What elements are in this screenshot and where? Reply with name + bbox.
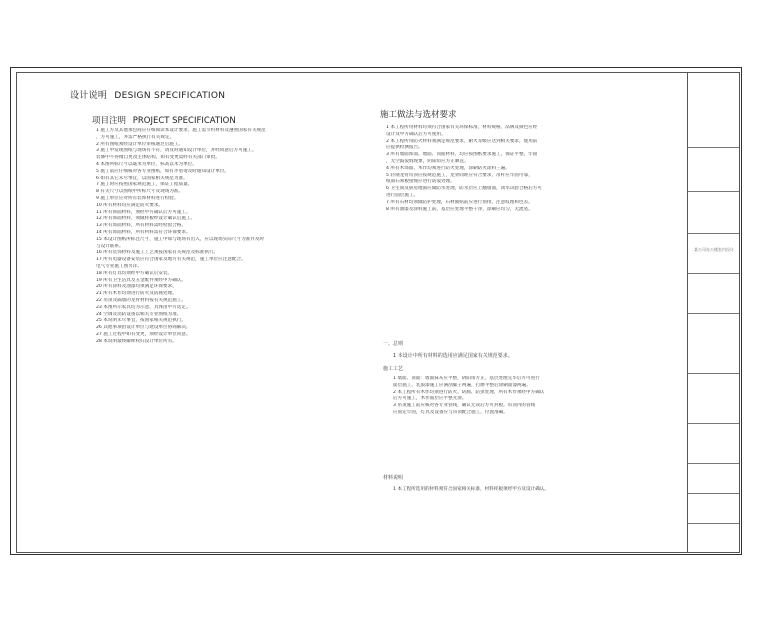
project-spec-item: 16 所有装饰材料及施工工艺须按国家有关规范及标准执行。 xyxy=(96,250,219,256)
process-item: 面层施工，乳胶漆施工应满刮腻子两遍，打磨平整后涂刷面漆两遍。 xyxy=(393,382,531,388)
materials-item: 5 轻钢龙骨吊顶应按规范施工，龙骨间距应符合要求，吊杆应牢固可靠， xyxy=(386,172,533,178)
project-spec-item: 4 本图所标尺寸以毫米为单位，标高以米为单位。 xyxy=(96,161,197,167)
project-spec-item: 14 所有饰面材料，所有材料需符合环保要求。 xyxy=(96,229,191,235)
materials-item: 4 所有木饰面、木作均须进行防火处理，涂刷防火涂料三遍。 xyxy=(386,165,510,171)
project-spec-item: 装修中不得擅自更改主体结构，如有变更需经有关部门审批。 xyxy=(96,155,221,161)
project-spec-item: 15 本设计图纸所标注尺寸，施工中如与现场有出入，应以现场实际尺寸为准并及时 xyxy=(96,236,265,242)
project-spec-item: 10 所有材料均应满足防火要求。 xyxy=(96,202,164,208)
page-title xyxy=(70,88,225,101)
project-spec-item: ，方可施工，并需严格执行有关规定。 xyxy=(96,134,175,140)
project-spec-item: 22 吊顶及隔墙的龙骨材料按有关规范施工。 xyxy=(96,297,186,303)
project-spec-item: 7 施工时应按照国家规范施工，保证工程质量。 xyxy=(96,182,193,188)
materials-item: 3 所有墙面饰面、地面、顶面材料，均应按图纸要求施工，保证平整、牢固 xyxy=(386,152,538,158)
project-spec-item: 9 施工单位应对所有装饰材料进行检验。 xyxy=(96,195,179,201)
title-block-divider xyxy=(688,273,739,274)
process-item: 3 吊顶施工前应核对各专业管线，确认无误后方可封板。吊顶内的管线 xyxy=(393,403,536,409)
materials-item: 设计及甲方确认后方可使用。 xyxy=(386,131,446,137)
materials-heading: 施工做法与选材要求 xyxy=(380,110,457,120)
title-block-divider xyxy=(688,147,739,148)
materials-item: 2 本工程所用防火材料须满足规范要求，耐火等级应达到相关要求，使用前 xyxy=(386,138,538,144)
process-subheading: 施工工艺 xyxy=(383,366,404,372)
project-spec-title-en: PROJECT SPECIFICATION xyxy=(132,116,236,126)
title-block xyxy=(687,73,739,552)
project-spec-item: 电气专业施工图另详。 xyxy=(96,263,142,269)
project-spec-item: 与设计联系。 xyxy=(96,243,124,249)
general-item: 1 本设计中所有材料的选用应满足国家有关规范要求。 xyxy=(393,353,513,359)
page-title-en: DESIGN SPECIFICATION xyxy=(114,91,226,101)
project-spec-item: 24 空调及消防设备以相关专业图纸为准。 xyxy=(96,311,182,317)
project-spec-item: 3 施工中发现图纸与现场有不符，请及时通知设计单位，并经同意后方可施工。 xyxy=(96,148,257,154)
materials-item: 应提供检测报告。 xyxy=(386,145,423,151)
title-block-divider xyxy=(688,233,739,234)
title-block-divider xyxy=(688,493,739,494)
project-spec-item: 17 所有电器设备安装应符合国家及地方有关规范，施工单位应注意配合。 xyxy=(96,257,246,263)
project-spec-item: 25 本说明未尽事宜，按国家相关规范执行。 xyxy=(96,318,186,324)
project-spec-title-cn: 项目注明 xyxy=(92,116,127,126)
materials-item: 纸面石膏板接缝应进行防裂处理。 xyxy=(386,179,455,185)
project-spec-item: 20 所有涂料及油漆均须满足环保要求。 xyxy=(96,284,177,290)
process-item: 后方可施工，木作面层应平整光滑。 xyxy=(393,396,467,402)
materials-item: 8 所有油漆及涂料施工前，基层应处理平整干净，涂刷应均匀，无流坠。 xyxy=(386,206,533,212)
title-block-divider xyxy=(688,463,739,464)
material-notes-item: 1 本工程所选用的材料须符合国家相关标准，材料样板须经甲方及设计确认。 xyxy=(393,487,549,492)
title-block-divider xyxy=(688,523,739,524)
materials-item: 6 卫生间及厨房地面应做防水处理，防水层应上翻墙面，闭水试验合格后方可 xyxy=(386,186,542,192)
process-list xyxy=(393,376,651,417)
process-item: 应固定牢固，灯具及设备应与吊顶配合施工，位置准确。 xyxy=(393,409,508,415)
project-spec-item: 1 施工方及其他承包商应仔细阅读本设计要求，施工需节约材料及遵照国家有关规范 xyxy=(96,128,266,133)
general-subheading: 一、总则 xyxy=(383,341,404,347)
project-spec-item: 12 所有饰面材料，须做样板经设计确认后施工。 xyxy=(96,216,196,222)
project-spec-item: 18 所有灯具均须经甲方确认后安装。 xyxy=(96,270,173,276)
materials-item: ，无空鼓裂缝现象，阴阳角应方正顺直。 xyxy=(386,158,469,164)
materials-item: 1 本工程所用材料均须符合国家有关环保标准，材料规格、品牌及颜色应经 xyxy=(386,125,538,130)
title-block-divider xyxy=(688,423,739,424)
project-spec-item: 2 所有图纸须经设计单位审核通过后施工。 xyxy=(96,141,184,147)
project-spec-item: 8 有关尺寸以图纸中所标尺寸及现场为准。 xyxy=(96,189,184,195)
project-spec-item: 11 所有饰面材料，须经甲方确认后方可施工。 xyxy=(96,209,191,215)
materials-list xyxy=(386,125,648,213)
project-spec-item: 28 本说明最终解释权归设计单位所有。 xyxy=(96,338,177,344)
process-item: 1 墙面、顶面：墙面抹灰应平整，阴阳角方正，基层处理完毕后方可进行 xyxy=(393,376,540,381)
process-item: 2 本工程所有木作均须进行防火、防腐、防虫处理，所有木作须经甲方确认 xyxy=(393,389,545,395)
title-block-divider xyxy=(688,191,739,192)
title-block-project-name: 某公司办公楼室内设计 xyxy=(694,247,734,252)
page-title-cn: 设计说明 xyxy=(70,91,108,101)
materials-item: 7 所有石材均须做防护处理，石材铺贴前应进行预排，注意纹理和色差。 xyxy=(386,199,533,205)
project-spec-item: 5 施工前应仔细核对各专业图纸，如有矛盾请及时通知设计单位。 xyxy=(96,168,230,174)
project-spec-item: 19 所有卫生洁具及五金配件须经甲方确认。 xyxy=(96,277,186,283)
project-spec-item: 26 其他事项由设计单位与建设单位协商解决。 xyxy=(96,325,191,331)
project-spec-item: 13 所有饰面材料，所有材料需经检验合格。 xyxy=(96,223,186,229)
project-spec-item: 6 如有其它未尽事宜，以国家相关规范为准。 xyxy=(96,175,188,181)
title-block-divider xyxy=(688,373,739,374)
project-spec-item: 23 本图所示家具均为示意，具体由甲方选定。 xyxy=(96,304,191,310)
project-spec-item: 21 所有木作均须进行防火及防腐处理。 xyxy=(96,291,177,297)
project-spec-heading xyxy=(92,114,236,126)
materials-item: 进行面层施工。 xyxy=(386,192,419,198)
project-spec-item: 27 施工过程中如有变更，须经设计单位同意。 xyxy=(96,331,191,337)
project-spec-list xyxy=(96,128,371,346)
material-notes-subheading: 材料说明 xyxy=(383,475,404,481)
title-block-divider xyxy=(688,313,739,314)
